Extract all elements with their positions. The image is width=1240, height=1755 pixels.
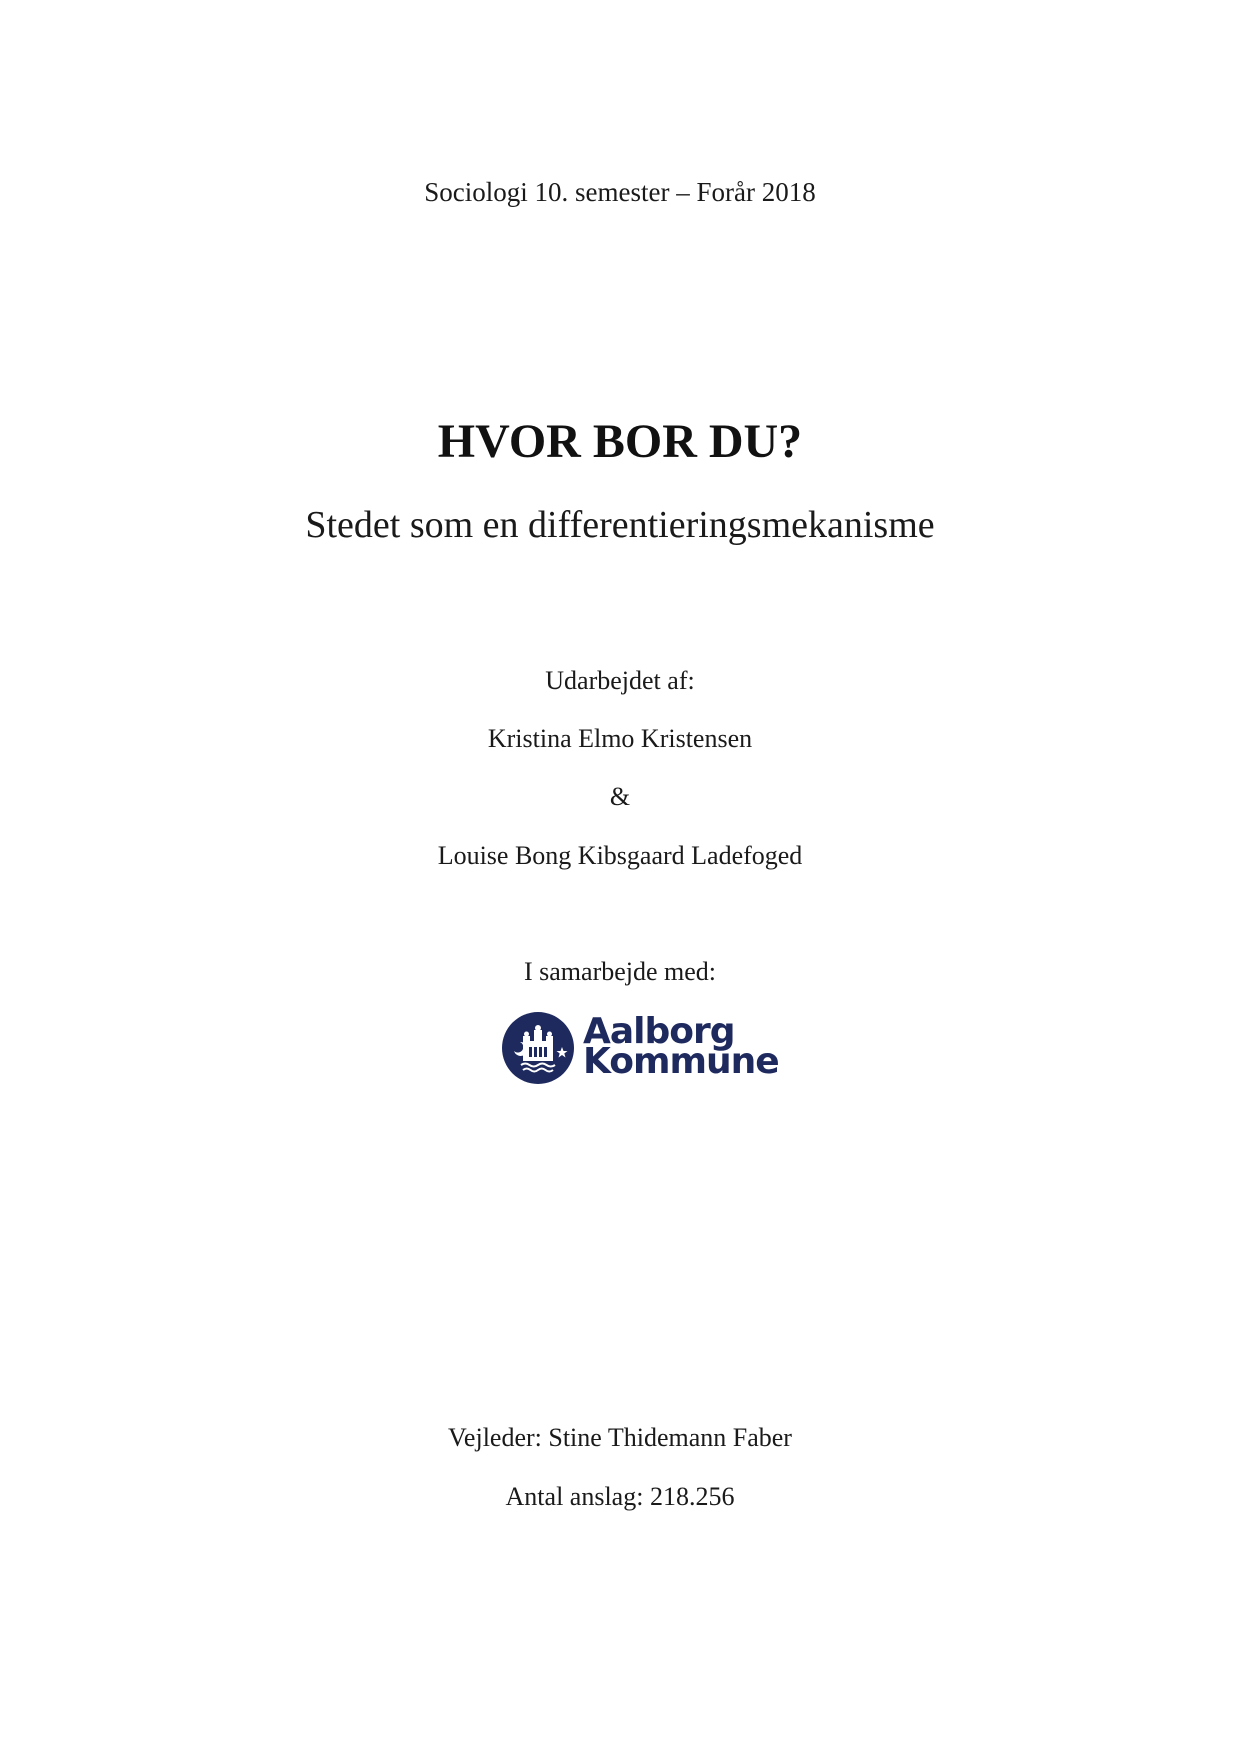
supervisor-line: Vejleder: Stine Thidemann Faber bbox=[448, 1423, 792, 1452]
author-name: Kristina Elmo Kristensen bbox=[487, 724, 753, 753]
aalborg-castle-seal-icon bbox=[501, 1011, 575, 1085]
document-title: HVOR BOR DU? bbox=[437, 415, 803, 468]
character-count-line: Antal anslag: 218.256 bbox=[505, 1482, 735, 1511]
author-name: Louise Bong Kibsgaard Ladefoged bbox=[437, 841, 803, 870]
author-separator: & bbox=[609, 782, 631, 811]
collaboration-label: I samarbejde med: bbox=[523, 957, 717, 986]
prepared-by-label: Udarbejdet af: bbox=[545, 666, 695, 695]
logo-text-line2: Kommune bbox=[583, 1041, 779, 1082]
document-subtitle: Stedet som en differentieringsmekanisme bbox=[305, 504, 935, 546]
logo-text-line1: Aalborg bbox=[583, 1011, 735, 1052]
semester-line: Sociologi 10. semester – Forår 2018 bbox=[424, 177, 816, 207]
aalborg-kommune-logo bbox=[501, 1009, 779, 1087]
